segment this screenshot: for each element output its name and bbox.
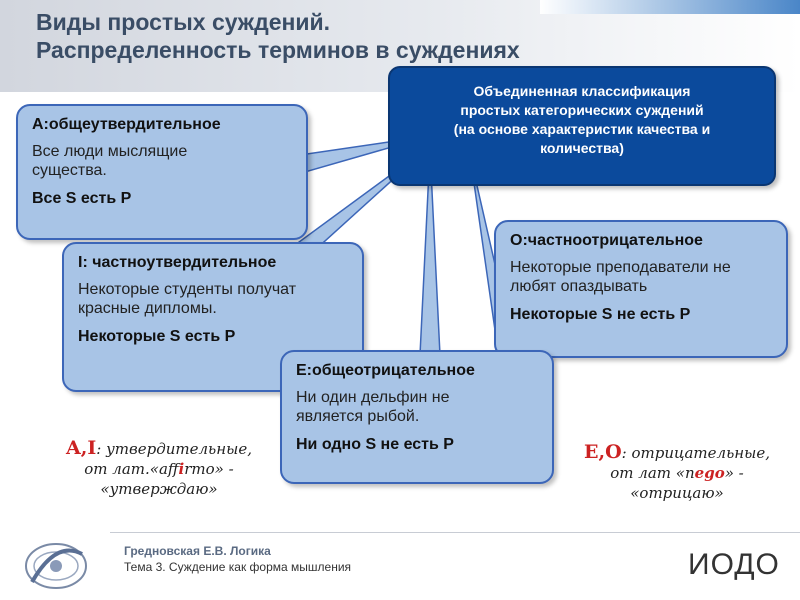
title-line-1: Виды простых суждений. <box>36 9 331 35</box>
note-negative-line-3: «отрицаю» <box>630 484 724 502</box>
note-negative-text-2c: g <box>704 464 715 482</box>
callout-e-heading: Е:общеотрицательное <box>296 362 475 379</box>
unified-classification-box <box>388 66 776 186</box>
callout-o-formula: Некоторые S не есть Р <box>510 306 691 323</box>
university-logo-icon <box>14 532 98 594</box>
note-negative <box>574 442 780 503</box>
note-affirmative-text-2a: от лат.«aff <box>84 460 179 478</box>
note-negative-line-1 <box>574 442 780 463</box>
note-affirmative-line-3: «утверждаю» <box>100 480 218 498</box>
callout-o-heading: О:частноотрицательное <box>510 232 703 249</box>
note-affirmative-letters: A,I <box>66 437 97 459</box>
note-affirmative-text-1: : утвердительные, <box>96 440 252 458</box>
callout-i-heading: I: частноутвердительное <box>78 254 277 271</box>
callout-a-heading: А:общеутвердительное <box>32 116 221 133</box>
footer-author: Гредновская Е.В. Логика <box>124 544 271 558</box>
footer-topic: Тема 3. Суждение как форма мышления <box>124 560 352 574</box>
note-affirmative-line-1 <box>44 438 274 459</box>
note-negative-text-2d: o <box>714 464 725 482</box>
callout-e <box>280 350 554 484</box>
footer-divider <box>110 532 800 533</box>
callout-e-example: Ни один дельфин не является рыбой. <box>296 389 450 425</box>
title-line-2: Распределенность терминов в суждениях <box>36 37 520 63</box>
unified-line-3: (на основе характеристик качества и <box>453 121 711 137</box>
callout-o-example: Некоторые преподаватели не любят опаздывать <box>510 259 731 295</box>
note-affirmative-text-2c: rm <box>184 460 206 478</box>
note-affirmative-text-2d: o» - <box>205 460 234 478</box>
callout-o <box>494 220 788 358</box>
callout-e-formula: Ни одно S не есть Р <box>296 436 454 453</box>
note-negative-text-2e: » - <box>724 464 744 482</box>
unified-line-1: Объединенная классификация <box>473 83 691 99</box>
unified-line-4: количества) <box>540 140 624 156</box>
callout-a-formula: Все S есть Р <box>32 190 132 207</box>
note-negative-text-1: : отрицательные, <box>621 444 770 462</box>
callout-i-formula: Некоторые S есть Р <box>78 328 236 345</box>
callout-a <box>16 104 308 240</box>
note-negative-line-2 <box>574 463 780 483</box>
iodo-logo <box>688 548 780 582</box>
unified-line-2: простых категорических суждений <box>460 102 704 118</box>
note-negative-text-2b: e <box>694 464 705 482</box>
note-negative-letters: E,O <box>584 441 622 463</box>
note-affirmative-line-2 <box>44 459 274 479</box>
callout-i-example: Некоторые студенты получат красные дипломы. <box>78 281 297 317</box>
note-affirmative-text-2b: i <box>178 460 185 478</box>
note-negative-text-2a: от лат «n <box>610 464 695 482</box>
iodo-logo-text: ИОДО <box>688 548 780 581</box>
callout-a-example: Все люди мыслящие существа. <box>32 143 188 179</box>
note-affirmative <box>44 438 274 499</box>
